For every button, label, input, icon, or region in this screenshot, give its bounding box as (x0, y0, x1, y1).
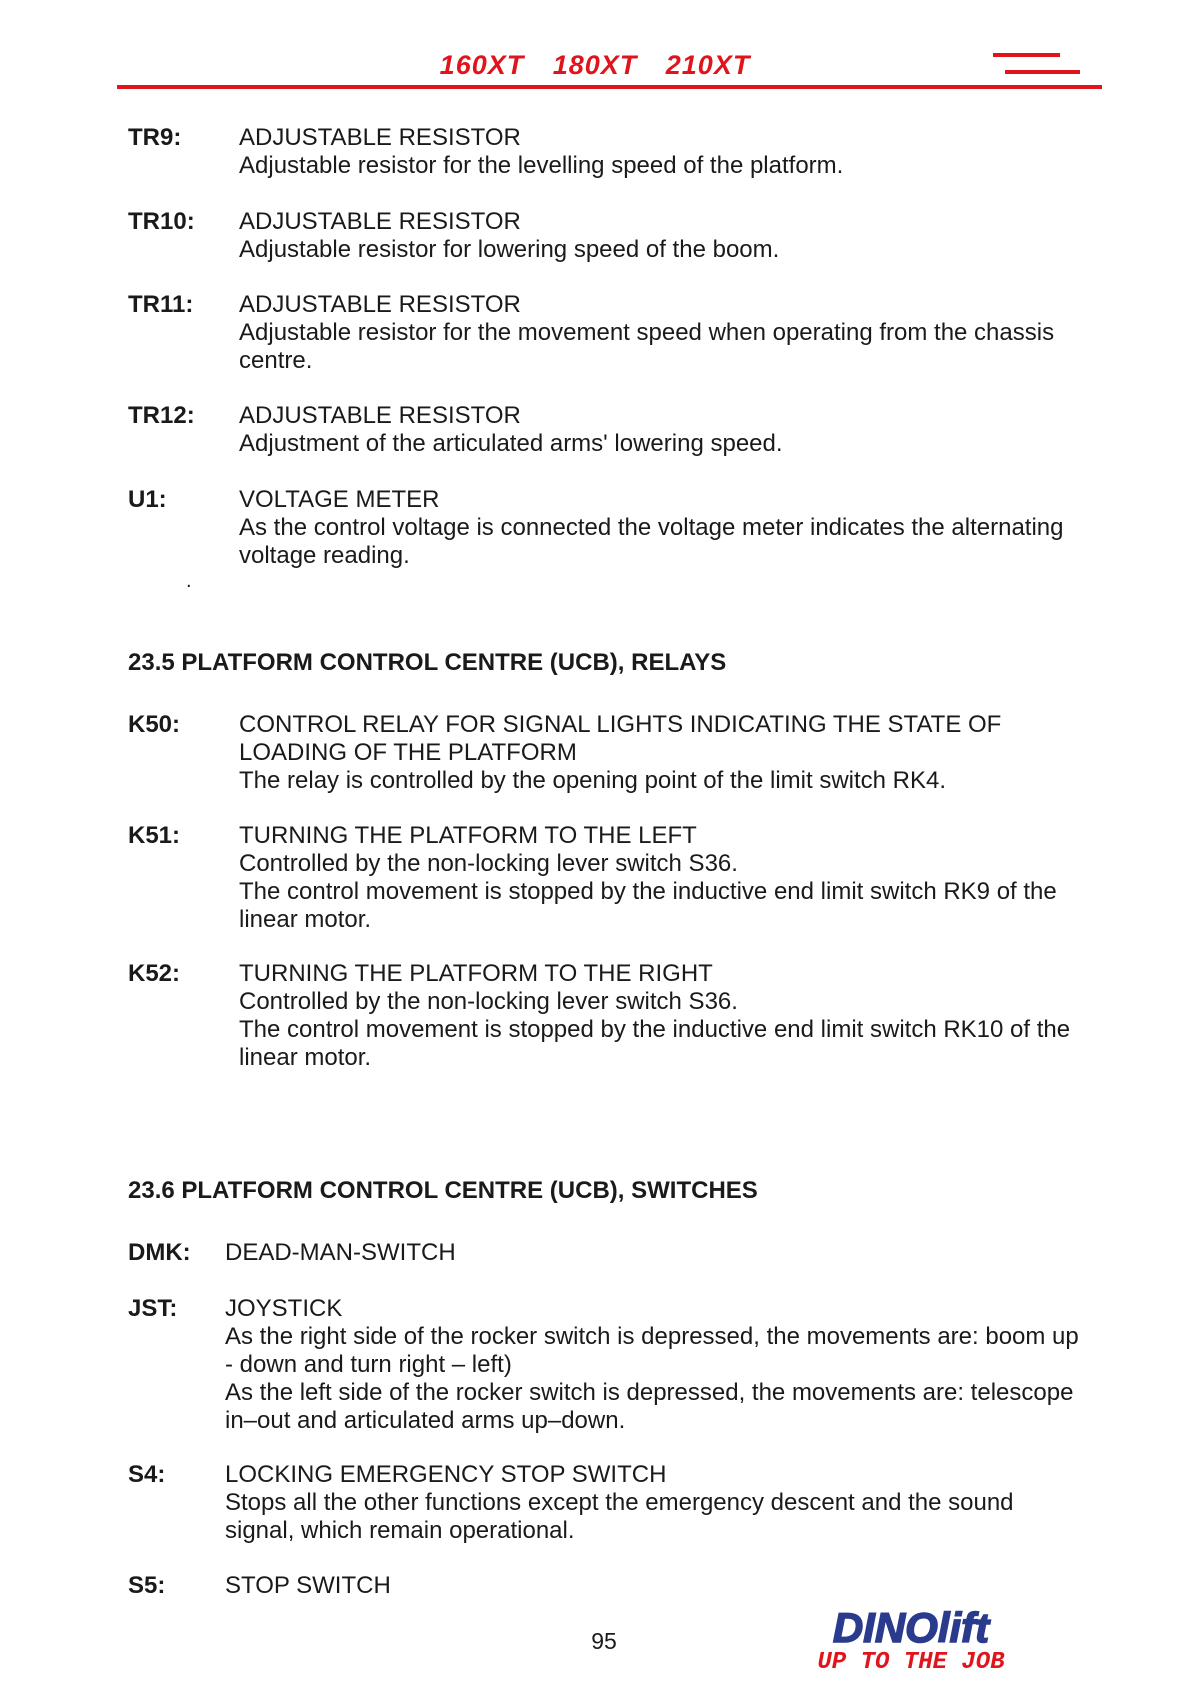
entry-title: LOCKING EMERGENCY STOP SWITCH (225, 1461, 667, 1488)
entry-line: Adjustable resistor for the movement speed when operating from the chassis (239, 319, 1055, 346)
entry-title: DEAD-MAN-SWITCH (225, 1239, 456, 1266)
entry-code: JST: (128, 1295, 178, 1322)
logo-slogan-text: UP TO THE JOB (817, 1649, 1005, 1672)
entry-title: ADJUSTABLE RESISTOR (239, 208, 521, 235)
entry-line: Adjustment of the articulated arms' lowering speed. (239, 430, 783, 457)
entry-code: TR12: (128, 402, 195, 429)
entry-line: Adjustable resistor for the levelling speed of the platform. (239, 152, 844, 179)
entry-title: TURNING THE PLATFORM TO THE LEFT (239, 822, 697, 849)
stray-dot: . (186, 570, 192, 592)
entry-title: ADJUSTABLE RESISTOR (239, 291, 521, 318)
entry-line: Controlled by the non-locking lever switch S36. (239, 988, 738, 1015)
section-heading-switches: 23.6 PLATFORM CONTROL CENTRE (UCB), SWITCHES (128, 1177, 758, 1204)
entry-code: TR10: (128, 208, 195, 235)
section-heading-relays: 23.5 PLATFORM CONTROL CENTRE (UCB), RELAYS (128, 649, 727, 676)
entry-code: TR9: (128, 124, 182, 151)
entry-line: linear motor. (239, 906, 372, 933)
entry-line: LOADING OF THE PLATFORM (239, 739, 577, 766)
header-rule (117, 85, 1102, 89)
entry-title: STOP SWITCH (225, 1572, 391, 1599)
header-logo-mark (1005, 70, 1080, 74)
entry-code: K51: (128, 822, 181, 849)
dinolift-logo (806, 1604, 1016, 1672)
entry-line: signal, which remain operational. (225, 1517, 575, 1544)
entry-line: The control movement is stopped by the inductive end limit switch RK10 of the (239, 1016, 1071, 1043)
entry-title: ADJUSTABLE RESISTOR (239, 402, 521, 429)
document-header-title: 160XT 180XT 210XT (439, 50, 751, 80)
entry-code: K50: (128, 711, 181, 738)
entry-line: centre. (239, 347, 313, 374)
header-logo-mark (993, 53, 1060, 57)
entry-line: Adjustable resistor for lowering speed of the boom. (239, 236, 780, 263)
entry-code: U1: (128, 486, 167, 513)
entry-code: DMK: (128, 1239, 191, 1266)
entry-code: S4: (128, 1461, 166, 1488)
entry-line: As the control voltage is connected the voltage meter indicates the alternating (239, 514, 1064, 541)
entry-title: CONTROL RELAY FOR SIGNAL LIGHTS INDICATING THE STATE OF (239, 711, 1002, 738)
entry-title: TURNING THE PLATFORM TO THE RIGHT (239, 960, 713, 987)
entry-line: - down and turn right – left) (225, 1351, 512, 1378)
entry-line: As the right side of the rocker switch is depressed, the movements are: boom up (225, 1323, 1079, 1350)
entry-line: As the left side of the rocker switch is depressed, the movements are: telescope (225, 1379, 1074, 1406)
entry-code: TR11: (128, 291, 194, 318)
page-number: 95 (591, 1628, 617, 1654)
entry-title: JOYSTICK (225, 1295, 343, 1322)
entry-line: Controlled by the non-locking lever switch S36. (239, 850, 738, 877)
entry-line: The control movement is stopped by the inductive end limit switch RK9 of the (239, 878, 1057, 905)
entry-line: voltage reading. (239, 542, 410, 569)
entry-line: Stops all the other functions except the emergency descent and the sound (225, 1489, 1014, 1516)
entry-line: The relay is controlled by the opening point of the limit switch RK4. (239, 767, 947, 794)
entry-line: linear motor. (239, 1044, 372, 1071)
entry-code: S5: (128, 1572, 166, 1599)
entry-title: ADJUSTABLE RESISTOR (239, 124, 521, 151)
entry-code: K52: (128, 960, 181, 987)
entry-line: in–out and articulated arms up–down. (225, 1407, 626, 1434)
entry-title: VOLTAGE METER (239, 486, 440, 513)
logo-name-text: DINOlift (832, 1604, 990, 1651)
